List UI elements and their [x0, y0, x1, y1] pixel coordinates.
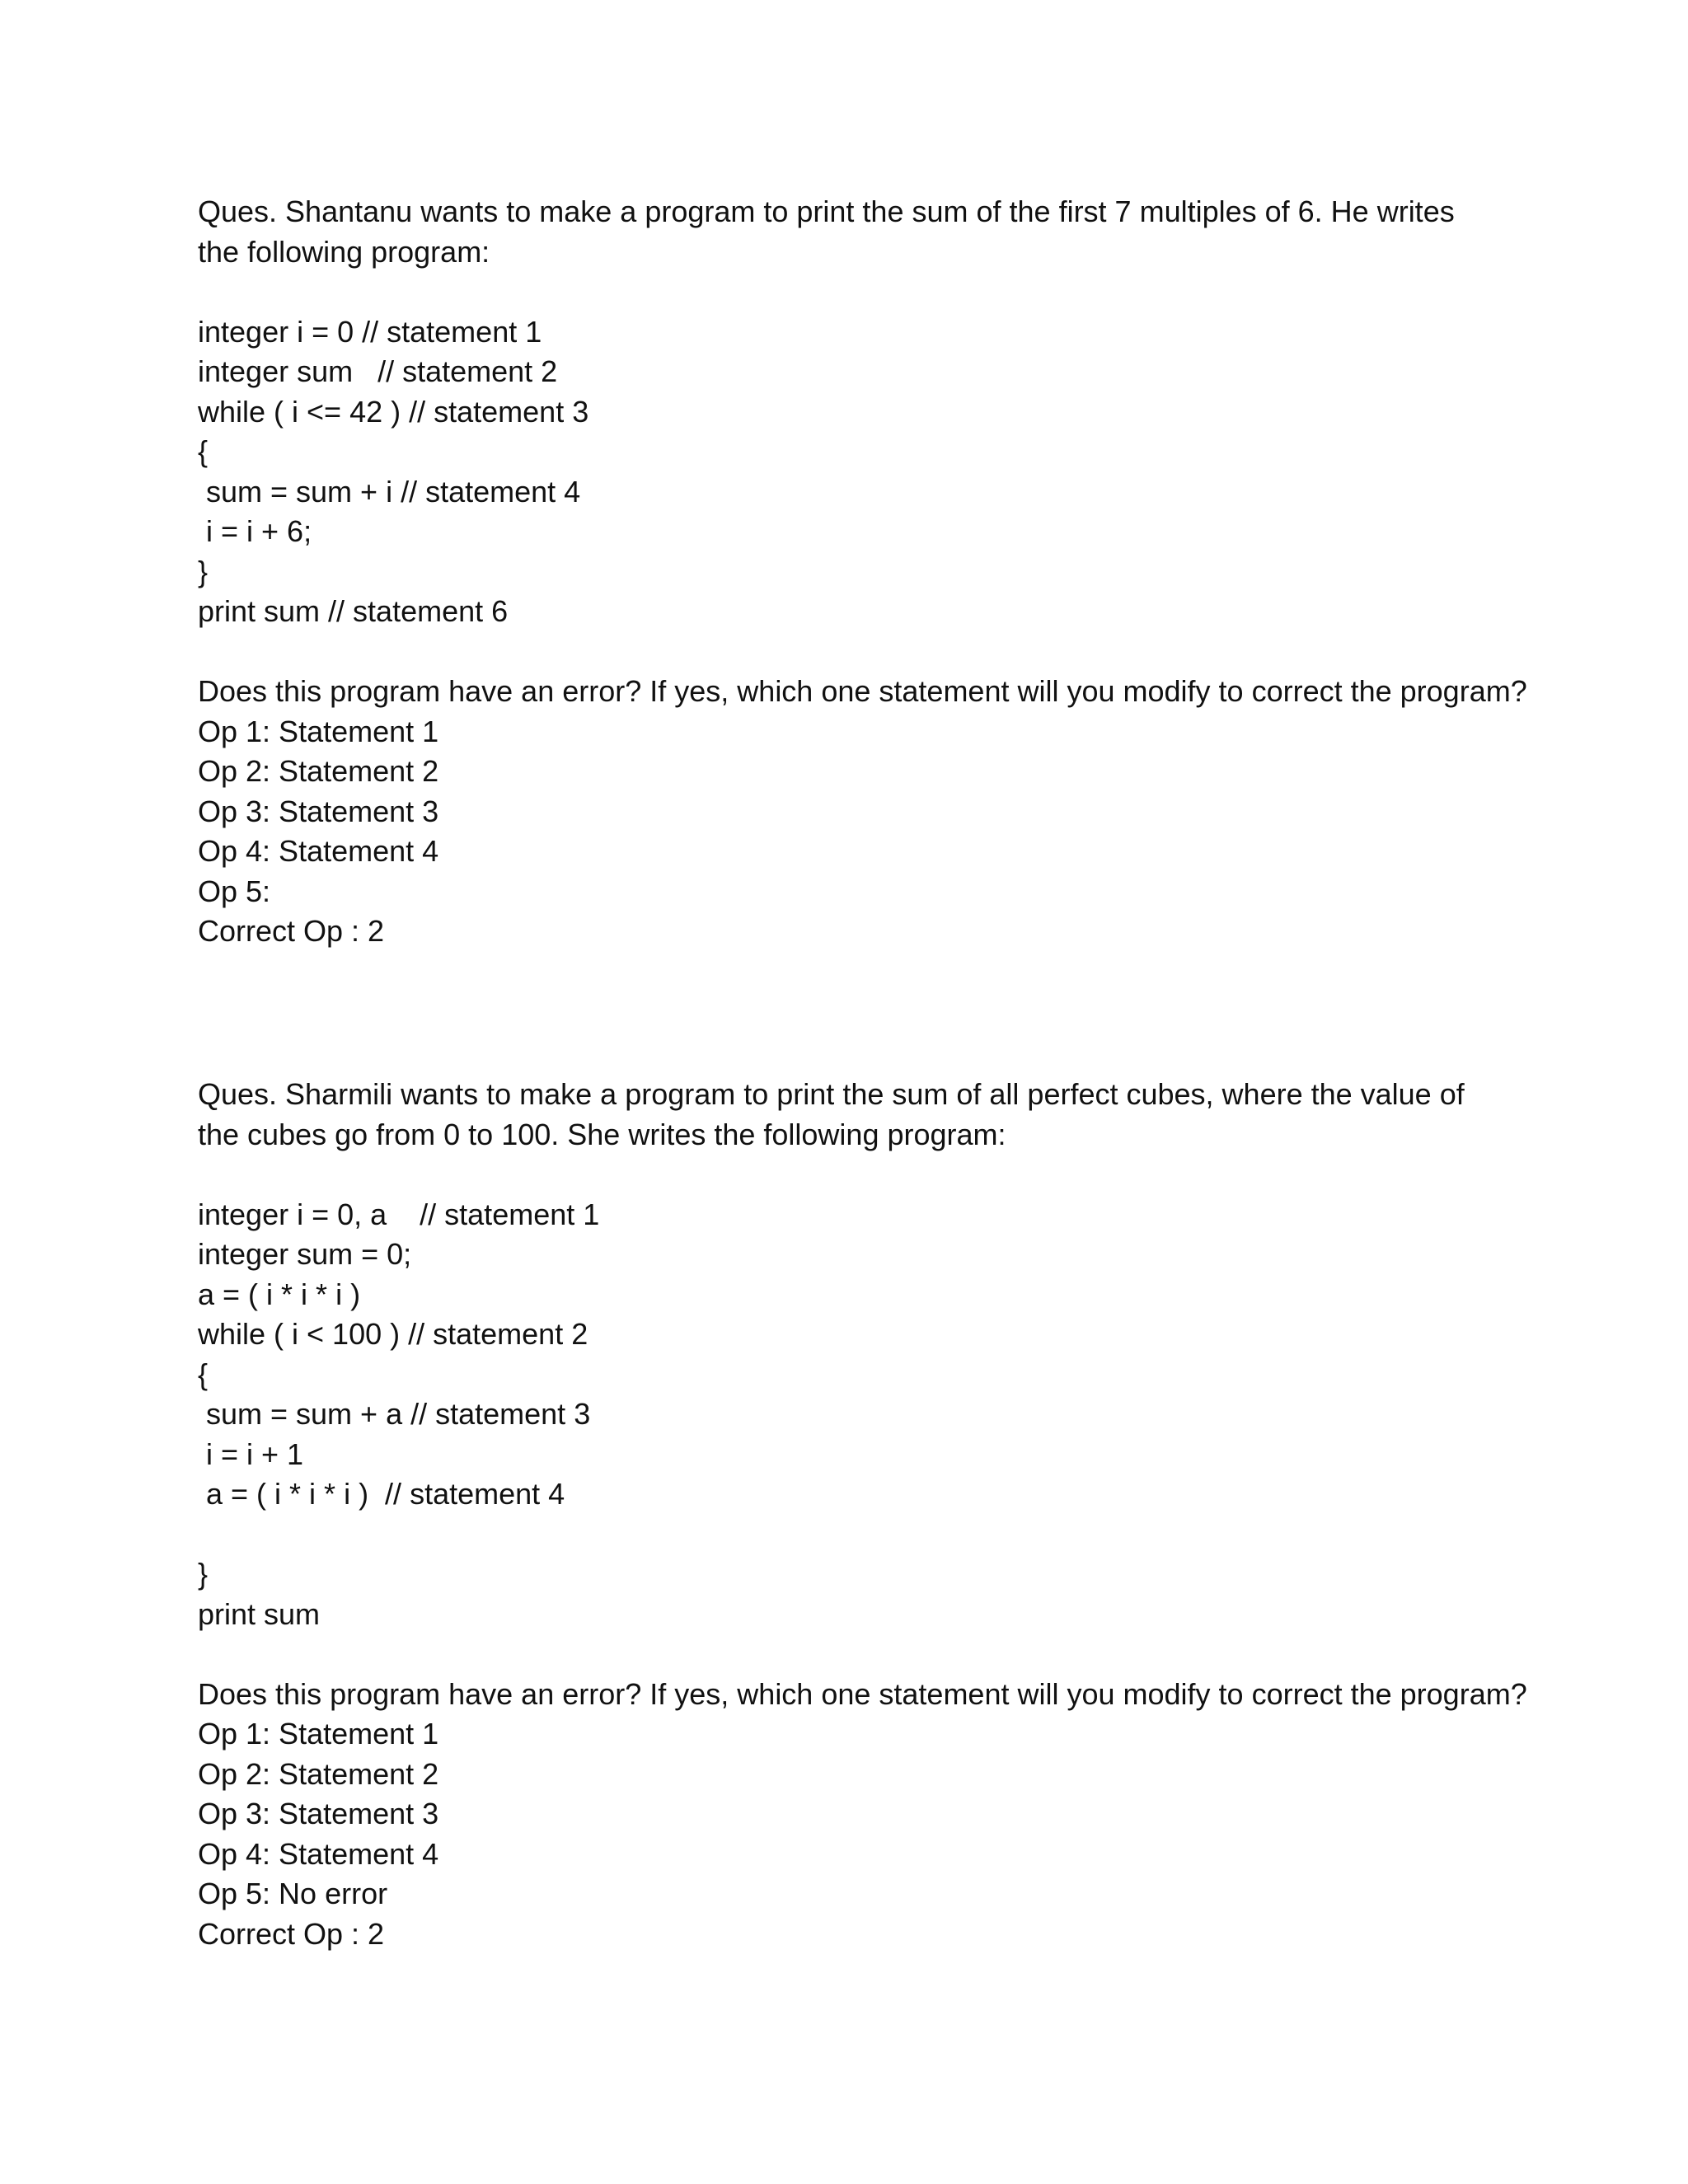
option-item: Op 4: Statement 4: [198, 834, 439, 868]
code-line: i = i + 6;: [198, 514, 312, 548]
code-line: {: [198, 434, 209, 468]
code-line: }: [198, 554, 209, 588]
code-listing: [198, 1195, 1484, 1635]
correct-answer: Correct Op : 2: [198, 1916, 385, 1951]
code-line: a = ( i * i * i ) // statement 4: [198, 1477, 565, 1511]
option-item: Op 3: Statement 3: [198, 1797, 439, 1830]
code-line: print sum // statement 6: [198, 594, 509, 628]
option-item: Op 2: Statement 2: [198, 1756, 439, 1791]
option-item: Op 3: Statement 3: [198, 794, 439, 828]
question-block-2: [198, 1075, 1527, 1954]
question-stem: Ques. Shantanu wants to make a program to print the sum of the first 7 multiples of 6. He writes the following program:: [198, 194, 1455, 269]
code-line: a = ( i * i * i ): [198, 1277, 361, 1311]
code-line: sum = sum + i // statement 4: [198, 474, 581, 509]
code-line: sum = sum + a // statement 3: [198, 1397, 591, 1431]
question-block-1: [198, 192, 1527, 952]
code-line: integer i = 0, a // statement 1: [198, 1197, 600, 1231]
code-listing: [198, 312, 1484, 632]
code-line: [198, 1515, 1484, 1555]
option-item: Op 5: No error: [198, 1877, 388, 1910]
code-line: i = i + 1: [198, 1436, 304, 1471]
question-prompt: Does this program have an error? If yes, which one statement will you modify to correct the program?: [198, 674, 1527, 708]
code-line: print sum: [198, 1596, 321, 1631]
option-item: Op 5:: [198, 874, 271, 908]
option-item: Op 4: Statement 4: [198, 1836, 439, 1871]
code-line: integer sum = 0;: [198, 1237, 412, 1271]
spacer: [198, 1155, 1484, 1195]
options-list: [198, 1714, 1484, 1915]
question-prompt: Does this program have an error? If yes, which one statement will you modify to correct the program?: [198, 1676, 1527, 1711]
question-stem: Ques. Sharmili wants to make a program to print the sum of all perfect cubes, where the value of the cubes go from 0 to 100. She writes the following program:: [198, 1077, 1465, 1151]
code-line: while ( i < 100 ) // statement 2: [198, 1317, 588, 1351]
option-item: Op 1: Statement 1: [198, 714, 439, 748]
spacer: [198, 632, 1484, 673]
spacer: [198, 272, 1484, 312]
code-line: while ( i <= 42 ) // statement 3: [198, 394, 589, 429]
option-item: Op 1: Statement 1: [198, 1717, 439, 1750]
spacer: [198, 1634, 1484, 1675]
correct-answer: Correct Op : 2: [198, 914, 385, 948]
code-line: integer i = 0 // statement 1: [198, 314, 542, 349]
code-line: {: [198, 1357, 209, 1391]
option-item: Op 2: Statement 2: [198, 754, 439, 788]
options-list: [198, 712, 1484, 912]
code-line: integer sum // statement 2: [198, 354, 558, 388]
code-line: }: [198, 1557, 209, 1591]
